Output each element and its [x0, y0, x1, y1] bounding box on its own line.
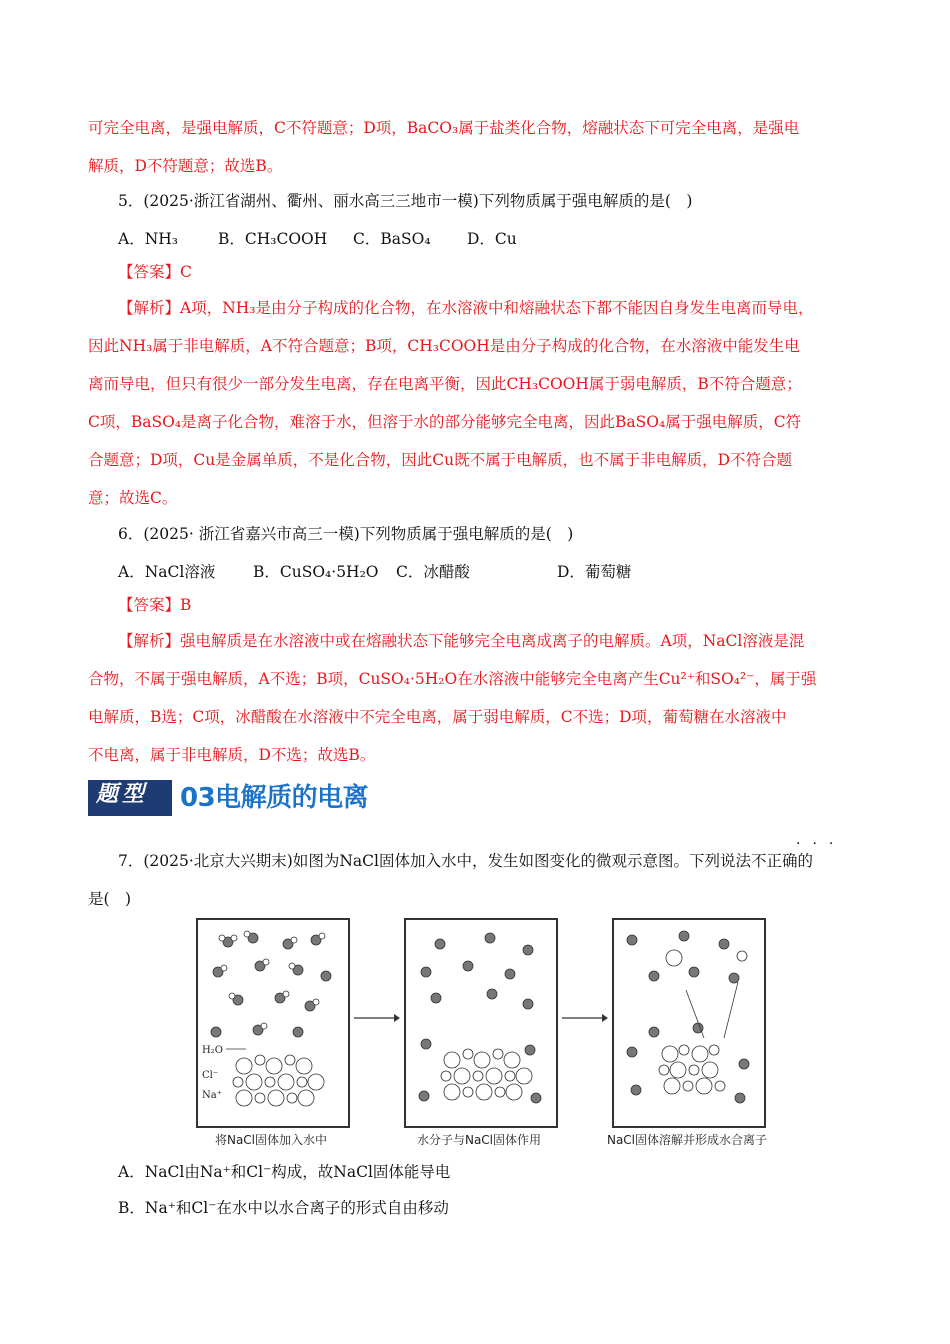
- question-5-analysis-line-5: 合题意；D项，Cu是金属单质，不是化合物，因此Cu既不属于电解质，也不属于非电解质，D不符合题: [88, 451, 793, 469]
- answer-value: C: [180, 263, 192, 281]
- section-badge-label: 题型: [96, 782, 149, 807]
- analysis-text: A项，NH₃是由分子构成的化合物，在水溶液中和熔融状态下都不能因自身发生电离而导电，: [180, 299, 814, 317]
- question-7-option-b: B．Na⁺和Cl⁻在水中以水合离子的形式自由移动: [118, 1199, 449, 1217]
- question-5-stem: 5．(2025·浙江省湖州、衢州、丽水高三三地市一模)下列物质属于强电解质的是( ): [118, 192, 693, 210]
- figure-caption-1: 将NaCl固体加入水中: [214, 1133, 328, 1147]
- analysis-continuation-line-2: 解质，D不符题意；故选B。: [88, 157, 283, 175]
- nacl-dissolution-figure: [196, 918, 796, 1154]
- question-5-analysis-line-4: C项，BaSO₄是离子化合物，难溶于水，但溶于水的部分能够完全电离，因此BaSO₄属于强电解质，C符: [88, 413, 802, 431]
- analysis-tag: 【解析】: [118, 299, 181, 317]
- question-6-analysis-line-2: 合物，不属于强电解质，A不选；B项，CuSO₄·5H₂O在水溶液中能够完全电离产生Cu²⁺和SO₄²⁻，属于强: [88, 670, 817, 688]
- figure-caption-3: NaCl固体溶解并形成水合离子: [606, 1133, 768, 1147]
- section-heading: [88, 776, 408, 818]
- analysis-tag: 【解析】: [118, 632, 181, 650]
- analysis-continuation-line-1: 可完全电离，是强电解质，C不符题意；D项，BaCO₃属于盐类化合物，熔融状态下可完全电离，是强电: [88, 119, 800, 137]
- question-6-stem: 6．(2025· 浙江省嘉兴市高三一模)下列物质属于强电解质的是( ): [118, 525, 574, 543]
- section-title: 03电解质的电离: [180, 783, 369, 813]
- question-5-analysis-line-1: [118, 298, 814, 318]
- question-6-option-d: D．葡萄糖: [557, 563, 632, 581]
- figure-panel-1: [196, 918, 350, 1128]
- question-5-analysis-line-3: 离而导电，但只有很少一部分发生电离，存在电离平衡，因此CH₃COOH属于弱电解质，B不符合题意；: [88, 375, 802, 393]
- panel-2-drawing: [406, 920, 556, 1126]
- label-sodium: Na⁺: [202, 1090, 222, 1101]
- question-6-analysis-line-1: [118, 631, 804, 651]
- answer-value: B: [180, 596, 192, 614]
- question-7-option-a: A．NaCl由Na⁺和Cl⁻构成，故NaCl固体能导电: [118, 1163, 451, 1181]
- question-6-analysis-line-4: 不电离，属于非电解质，D不选；故选B。: [88, 746, 376, 764]
- question-7-stem-line-1: 7．(2025·北京大兴期末)如图为NaCl固体加入水中，发生如图变化的微观示意图。下列说法不正确的: [118, 852, 813, 870]
- panel-1-drawing: [198, 920, 348, 1126]
- question-5-answer: [118, 262, 192, 282]
- question-5-option-a: A．NH₃: [118, 230, 178, 248]
- question-6-answer: [118, 595, 191, 615]
- question-6-option-c: C．冰醋酸: [396, 563, 470, 581]
- answer-tag: 【答案】: [118, 596, 181, 614]
- label-chloride: Cl⁻: [202, 1070, 219, 1081]
- question-5-option-c: C．BaSO₄: [353, 230, 431, 248]
- question-7-stem-line-2: 是( ): [88, 890, 132, 908]
- answer-tag: 【答案】: [118, 263, 181, 281]
- figure-panel-3: [612, 918, 766, 1128]
- question-5-analysis-line-6: 意；故选C。: [88, 489, 178, 507]
- arrow-icon: [562, 1012, 608, 1024]
- question-5-analysis-line-2: 因此NH₃属于非电解质，A不符合题意；B项，CH₃COOH是由分子构成的化合物，在水溶液中能发生电: [88, 337, 800, 355]
- emphasis-dots: ···: [796, 836, 846, 852]
- label-h2o: H₂O: [202, 1045, 223, 1056]
- question-6-option-a: A．NaCl溶液: [118, 563, 216, 581]
- question-5-option-b: B．CH₃COOH: [218, 230, 328, 248]
- figure-caption-2: 水分子与NaCl固体作用: [416, 1133, 542, 1147]
- question-5-option-d: D．Cu: [467, 230, 517, 248]
- question-6-analysis-line-3: 电解质，B选；C项，冰醋酸在水溶液中不完全电离，属于弱电解质，C不选；D项，葡萄糖在水溶液中: [88, 708, 787, 726]
- panel-3-drawing: [614, 920, 764, 1126]
- arrow-icon: [354, 1012, 400, 1024]
- analysis-text: 强电解质是在水溶液中或在熔融状态下能够完全电离成离子的电解质。A项，NaCl溶液是混: [180, 632, 805, 650]
- question-6-option-b: B．CuSO₄·5H₂O: [253, 563, 379, 581]
- figure-panel-2: [404, 918, 558, 1128]
